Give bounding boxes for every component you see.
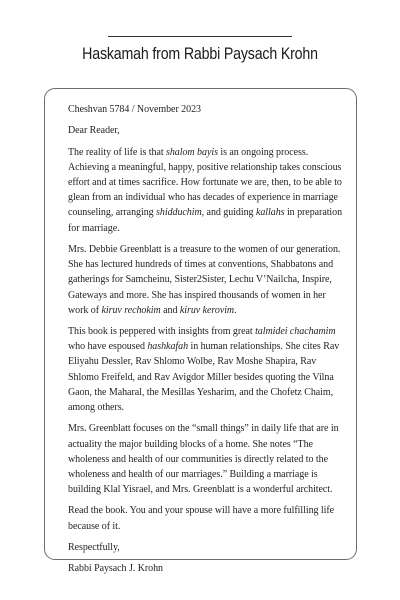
paragraph-small-things: Mrs. Greenblatt focuses on the “small things” in daily life that are in actuality the major building blocks of a home. She notes “The wholeness and health of our communities is directly related to the wholeness and health of our marriages.” Building a marriage is building Klal Yisrael, and Mrs. Greenblatt is a wonderful architect. xyxy=(68,423,339,496)
hebrew-term: kallahs xyxy=(255,207,285,219)
letter-body xyxy=(68,102,344,583)
text-segment: The reality of life is that xyxy=(68,146,167,158)
text-segment: who have espoused xyxy=(68,341,148,353)
text-segment: . xyxy=(234,304,237,316)
text-segment: This book is peppered with insights from great xyxy=(68,326,256,338)
hebrew-term: talmidei chachamim xyxy=(255,326,336,338)
letter-closing: Respectfully, xyxy=(68,541,120,553)
hebrew-term: hashkafah xyxy=(147,341,189,353)
letter-signature: Rabbi Paysach J. Krohn xyxy=(68,563,163,575)
page-title: Haskamah from Rabbi Paysach Krohn xyxy=(82,45,318,63)
letter-salutation: Dear Reader, xyxy=(68,125,120,137)
text-segment: in human relationships. She cites Rav Eliyahu Dessler, Rav Shlomo Wolbe, Rav Moshe Shapira, Rav Shlomo Freifeld, and Rav Avigdor Miller besides quoting the Vilna Gaon, the Maharal, the Mesillas Yesharim, and the Chofetz Chaim, among others. xyxy=(68,341,340,414)
text-segment: in preparation for marriage. xyxy=(68,207,343,234)
top-rule xyxy=(108,36,292,37)
text-segment: , and guiding xyxy=(201,207,256,219)
paragraph-author xyxy=(68,242,344,318)
paragraph-recommendation: Read the book. You and your spouse will have a more fulfilling life because of it. xyxy=(68,505,335,532)
hebrew-term: kiruv kerovim xyxy=(179,304,235,316)
hebrew-term: kiruv rechokim xyxy=(101,304,161,316)
paragraph-sources xyxy=(68,324,344,415)
hebrew-term: shidduchim xyxy=(156,207,202,219)
hebrew-term: shalom bayis xyxy=(166,146,218,158)
text-segment: Mrs. Debbie Greenblatt is a treasure to the women of our generation. She has lectured hundreds of times at conventions, Shabbatons and gatherings for Samcheinu, Sister2Sister, Lechu V’Nailcha, Inspire, Gateways and more. She has inspired thousands of women in her work of xyxy=(68,243,341,316)
letter-date: Cheshvan 5784 / November 2023 xyxy=(68,104,201,115)
paragraph-shalom-bayis xyxy=(68,145,344,236)
text-segment: and xyxy=(160,304,180,316)
text-segment: is an ongoing process. Achieving a meaningful, happy, positive relationship takes conscious effort and at times sacrifice. How fortunate we are, then, to be able to glean from an individual who has decades of experience in marriage counseling, arranging xyxy=(68,146,342,219)
